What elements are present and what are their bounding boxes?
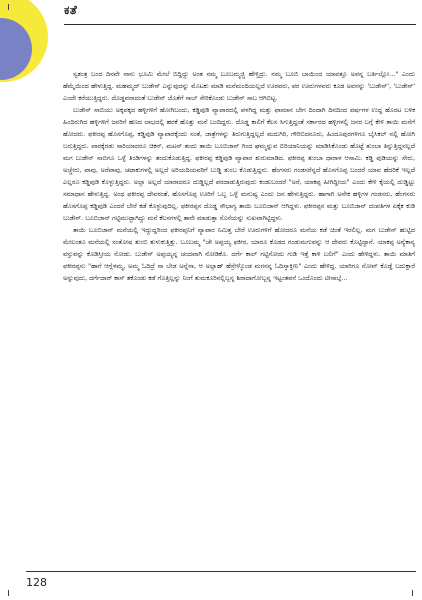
body-text <box>63 68 415 552</box>
header-rule <box>64 24 416 25</box>
crop-mark <box>412 590 413 596</box>
page-header-title: ಕತೆ <box>64 3 78 17</box>
crop-mark <box>8 590 9 596</box>
footer-rule <box>26 571 416 572</box>
paragraph: ತಾಯಿ ಬೂಬಿಜಾನ್ ಮನೆಯಲ್ಲಿ ಇದ್ದುದ್ದರಿಂದ ಫಕೀರಪ್ಪನಿಗೆ ವ್ಯಾಪಾರ ನಿಮಿತ್ತ ಬೇರೆ ಊರುಗಳಿಗೆ ಹೋದರೂ ಮನೆಯ ಕಡೆ ಚಿಂತೆ ಇರಲಿಲ್ಲ. ಮಗ ಬುಡೇನ್ ಹುಟ್ಟಿದ ಮೇಲಂತೂ ಮನೆಯಲ್ಲಿ ಸಂತೋಷ ತುಂಬಿ ತುಳುಕುತ್ತಿತ್ತು. ಬೂಬಮ್ಮ "ಚೇ ಅಪ್ಪಯ್ಯ ಫಕೀರ, ಯಾರೂ ಕೊಡದ ಗಂಡುಮಗುವನ್ನು ಆ ದೇವರು ಕೊಟ್ಟಿದ್ದಾನೆ. ಯಾಕಪ್ಪ ಅನ್ಯೆಕಾನ್ಯ ವಸ್ತುವನ್ನು ಕೊಡಿಸ್ತೀಯ ನೋಡು. ಬುಡೇನ್ ಅಪ್ಪಯ್ಯನ್ನ ಚಂದವಾಗಿ ನೋಡಿಕೊ. ದರ್ಗೆ ಕಾಲ್ ಗಟ್ಟಿಸೋದು ಗುಡಿ ಇತ್ತೆ ಕಾಳಿ ಬಲಿಗೆ" ಎಂದು ಹೇಳಿದ್ದಳು. ತಾಯಿ ಮಾತಿಗೆ ಫಕೀರಪ್ಪನು "ಹಾಗೆ ಆಗ್ಲೆಳಮ್ಮ, ಅಮ್ಮ ಓದಿದ್ರೆ ನಾ ಬೇಡ ಅನ್ನೆನಾ, ಆ ಅಲ್ಲಾಹ್ ಹೆಸ್ರೇಳ್ಕೊಂಡ ಮಗನನ್ನ ಓದಿಸ್ಕಾಕ್ತೀನಿ" ಎಂದು ಹೇಳಿದ್ದ. ಯಾರಿಗೂ ನೋವ್ ಕೊಡ್ದೆ ಬದುಕ್ತಾರೆ ಅನ್ನುವುದು, ದರ್ಗೆದಾರ್ ಕಾಸ್ ತಕೊಂಡು ಕಡೆ ಗೊತ್ತಿಲ್ಲನ್ನು ನಿಂಗೆ ತುಮಕೂರಿನಲ್ಲಿಬ್ಬನ್ನ ಶಿರಾದಾಗೋಬ್ಬನ್ನ ಇಟ್ಟಂತವನೆ ಒಂದೊಂದು ಟೀಸಾಬ್ಗೆ... <box>63 226 415 282</box>
crop-mark <box>8 4 9 10</box>
page-number: 128 <box>26 576 47 589</box>
paragraph: ಸ್ವತಂತ್ರ ಬಂದ ದಿನವೇ ನಾನು ಭೂಮಿ ಮೇಲೆ ಬಿದ್ದಿದ್ದು ಅಂತ ನಮ್ಮ ಬೂಬಮ್ಮಜ್ಜಿ ಹೇಳ್ತಿದ್ರು. ನಮ್ಮ ಬೂಬಿ ಬಾಯಿಂದ ಯಾವತ್ತೂ ಅವನ್ನ ಬರ್ತಿಲ್ಲೋ..." ಎಂದು ಹೆಮ್ಮೆಯಿಂದ ಹೇಳುತ್ತಿದ್ದ. ಮಹಮ್ಮದ್ ಬುಡೇನ್ ಎನ್ನುವುದನ್ನು ಮೊಟಕು ಮಾಡಿ ಮನೆಮಂದಿಯಲ್ಲದೆ ಊರವರು, ಪರ ಊರುಗಳವರು ಕೂಡ ಅವನನ್ನು 'ಬುಡೇನ್', 'ಬುಡೇನ್' ಎಂದೇ ಕರೆಯುತ್ತಿದ್ದರು. ದೊಡ್ಡವನಾದಂತೆ ಬುಡೇನ್ ಜೊತೆಗೆ ಸಾಬ್ ಸೇರಿಕೊಂಡು ಬುಡೇನ್ ಸಾಬ ಆಗಿಬಿಟ್ಟ. <box>63 70 415 102</box>
paragraph: ಬುಡೇನ್ ಸಾಬಿಯು ಅಕ್ಕಪಕ್ಕದ ಹಳ್ಳಿಗಳಿಗೆ ಹೋಗಿಬಂದು, ಕಡ್ಡಿಪುಡಿ ವ್ಯಾಪಾರದಲ್ಲಿ ಪಳಗಿದ್ದ ಮತ್ತು ಫಾಮಾನ ಬೇಗ ದಿಂದಾಗಿ ದಿನದಿಂದ ವರ್ಷಗಳ ಉದ್ದ ಹೊರಟ ಬಳಿಕ ಹಿಂದಿರುಗಿದ ಹಳ್ಳಿಗಳಿಗೆ ಜನರಿಗೆ ಹಣದ ಲಾಭದಲ್ಲಿ ಹರಕೆ ಹೊತ್ತು ಮನೆ ಬಂದಿದ್ದರು. ದೊಡ್ಡ ಕಾಲಿಗೆ ಕೆಲಸ ಸಿಗುತ್ತಿದ್ದಂತೆ ಸರ್ಕಾರದ ಹಳ್ಳಿಗಳಲ್ಲಿ ಜನರ ಬಗ್ಗೆ ಕೇಳಿ ತಾಯಿ ಮನೆಗೆ ಹೋದರು. ಫಕೀರಪ್ಪ ಹೊಸಗೊಪ್ಪ, ಕಡ್ಡಿಪುಡಿ ವ್ಯಾಪಾರಕ್ಕೆಂದು ಸಂತೆ, ಜಾತ್ರೆಗಳನ್ನು ತಿರುಗುತ್ತಿದ್ದಲ್ಲದೆ ಮದುಗಿರಿ, ಗೌರಿಬಿದನೂರು, ಹಿಂದೂಪುರಗಳಿಗೂ ಬೈಸಿಕಲ್ ನಲ್ಲಿ ಹೋಗಿ ಬರುತ್ತಿದ್ದರು. ವಾರಕ್ಕೆರಡು ಸಾರಿಯಾದರೂ ಚಿಕನ್, ಮಟನ್ ತಂದು ತಾಯಿ ಬೂಬಿಜಾನ್ ಗಿಂದ ಘಮ್ಮನ್ನುವ ಬಿರಿಯಾನಿಯನ್ನು ಮಾಡಿಸಿಕೊಂಡು ಹೊಟ್ಟೆ ತುಂಬಾ ತಿನ್ನುತ್ತಿದ್ದನಲ್ಲದೆ ಮಗ ಬುಡೇನ್ ಸಾಬಿಗೂ ಒಳ್ಳೆ ತಿಂಡಿಗಳನ್ನು ತಂದುಕೊಡುತ್ತಿದ್ದ. ಫಕೀರಪ್ಪ ಕಡ್ಡಿಪುಡಿ ವ್ಯಾಪಾರ ಶುರುಮಾಡಿದ. ಫಕೀರಪ್ಪ ತುಂಬಾ ಧಾರಾಳ ಆಸಾಮಿ. ಕಡ್ಡಿ ಪುಡಿಯನ್ನು ಸೇರು, ಅಚ್ಚೇರು, ಪಾವು, ಅರೆಪಾವು, ಚಟಾಕುಗಳಲ್ಲಿ ಅಲ್ಲದೆ ಅರಿಯದಿಯವರಿಗೆ ಬುಡ್ಡಿ ತುಂಬ ಕೊಡುತ್ತಿದ್ದನು. ಹೆಂಗಸರು ಗಂಡಸರೆನ್ನದೆ ಹೊಸಗೊಪ್ಪ ಬಂದರೆ ಯಾವ ಹೆದರಿಕೆ ಇಲ್ಲದೆ ಎಲ್ಲರೂ ಕಡ್ಡಿಪುಡಿ ಕೊಳ್ಳುತ್ತಿದ್ದರು. ಅಲ್ಲಾ ಅಲ್ಲದೆ ಯಾರಾದರೂ ದುಡ್ಡಿಲ್ಲದೆ ಪರದಾಡುತ್ತಿರುವುದು ಕಂಡುಬಂದರೆ "ಅರೆ, ಯಾಕಪ್ಪ ಹೀಗಿದ್ದೀಯ" ಎಂದು ಕೇಳಿ ಕೈಯಲ್ಲಿ ದುಡ್ಡಿಟ್ಟು ಸಮಾಧಾನ ಹೇಳುತ್ತಿದ್ದ. ಅಂಥ ಫಕೀರಪ್ಪ ದೇವರಂತೆ, ಹೊಸಗೊಪ್ಪ ಊರಿಗೆ ಒಬ್ಬ ಒಳ್ಳೆ ಮನುಷ್ಯ ಎಂದು ಜನ ಹೇಳುತ್ತಿದ್ದರು. ಹಾಗಾಗಿ ಅನೇಕ ಹಳ್ಳಿಗಳ ಗಂಡಸರು, ಹೆಂಗಸರು ಹೊಸಗೊಪ್ಪ ಕಡ್ಡಿಪುಡಿ ಎಂದರೆ ಬೇರೆ ಕಡೆ ಕೊಳ್ಳುವುದಿಲ್ಲ. ಫಕೀರಪ್ಪನ ದೊಡ್ಡ ಸೌಭಾಗ್ಯ ತಾಯಿ ಬೂಬಿಜಾನ್ ಆಗಿದ್ದಳು. ಫಕೀರಪ್ಪನ ಮತ್ತು ಬೂಬಿಜಾನ್ ದಂಪತಿಗಳ ಏಕೈಕ ಕುಡಿ ಬುಡೇನ್. ಬೂಬಿಜಾನ್ ಗಟ್ಟಿಮುಟ್ಟಾಗಿದ್ದು ಮನೆ ಕೆಲಸಗಳಲ್ಲಿ ತಾನೇ ಮಾಡುತ್ತಾ ಸೊಸೆಯನ್ನು ಸುಖವಾಗಿಟ್ಟಿದ್ದಳು. <box>63 106 415 222</box>
